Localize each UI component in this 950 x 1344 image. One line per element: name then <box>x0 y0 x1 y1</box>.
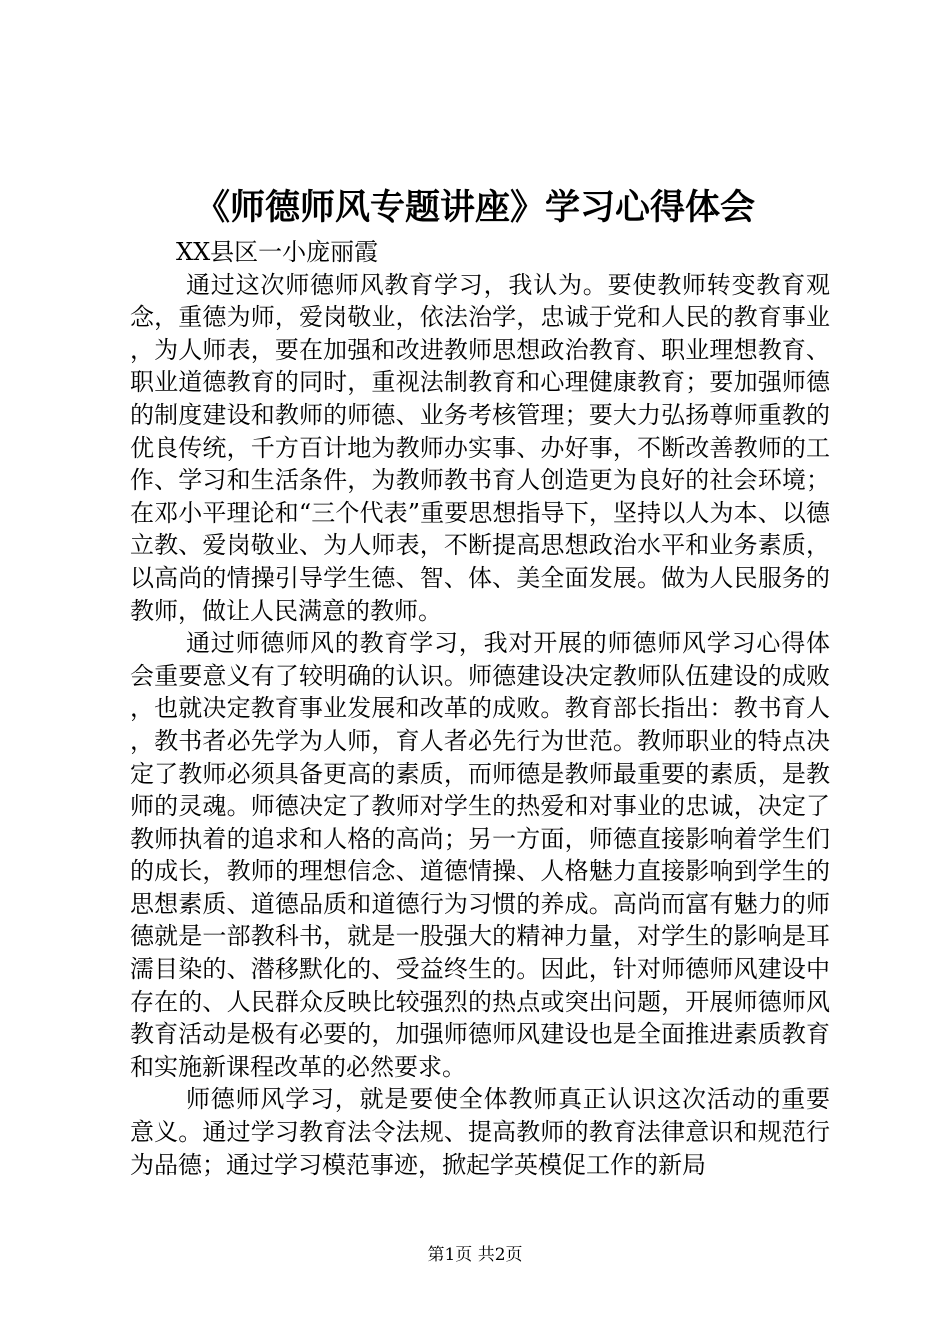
page-footer: 第1页 共2页 <box>427 1245 523 1265</box>
paragraph-1: 通过这次师德师风教育学习，我认为。要使教师转变教育观念，重德为师，爱岗敬业，依法治学，忠诚于党和人民的教育事业，为人师表，要在加强和改进教师思想政治教育、职业理想教育、职业道德教育的同时，重视法制教育和心理健康教育；要加强师德的制度建设和教师的师德、业务考核管理；要大力弘扬尊师重教的优良传统，千方百计地为教师办实事、办好事，不断改善教师的工作、学习和生活条件，为教师教书育人创造更为良好的社会环境；在邓小平理论和“三个代表”重要思想指导下，坚持以人为本、以德立教、爱岗敬业、为人师表，不断提高思想政治水平和业务素质，以高尚的情操引导学生德、智、体、美全面发展。做为人民服务的教师，做让人民满意的教师。 <box>130 270 830 625</box>
document-body <box>130 236 830 1181</box>
author-line: XX县区一小庞丽霞 <box>176 238 379 266</box>
paragraph-2: 通过师德师风的教育学习，我对开展的师德师风学习心得体会重要意义有了较明确的认识。师德建设决定教师队伍建设的成败，也就决定教育事业发展和改革的成败。教育部长指出：教书育人，教书者必先学为人师，育人者必先行为世范。教师职业的特点决定了教师必须具备更高的素质，而师德是教师最重要的素质，是教师的灵魂。师德决定了教师对学生的热爱和对事业的忠诚，决定了教师执着的追求和人格的高尚；另一方面，师德直接影响着学生们的成长，教师的理想信念、道德情操、人格魅力直接影响到学生的思想素质、道德品质和道德行为习惯的养成。高尚而富有魅力的师德就是一部教科书，就是一股强大的精神力量，对学生的影响是耳濡目染的、潜移默化的、受益终生的。因此，针对师德师风建设中存在的、人民群众反映比较强烈的热点或突出问题，开展师德师风教育活动是极有必要的，加强师德师风建设也是全面推进素质教育和实施新课程改革的必然要求。 <box>130 629 830 1081</box>
document-title: 《师德师风专题讲座》学习心得体会 <box>194 187 755 228</box>
paragraph-3: 师德师风学习，就是要使全体教师真正认识这次活动的重要意义。通过学习教育法令法规、提高教师的教育法律意识和规范行为品德；通过学习模范事迹，掀起学英模促工作的新局 <box>130 1085 830 1179</box>
